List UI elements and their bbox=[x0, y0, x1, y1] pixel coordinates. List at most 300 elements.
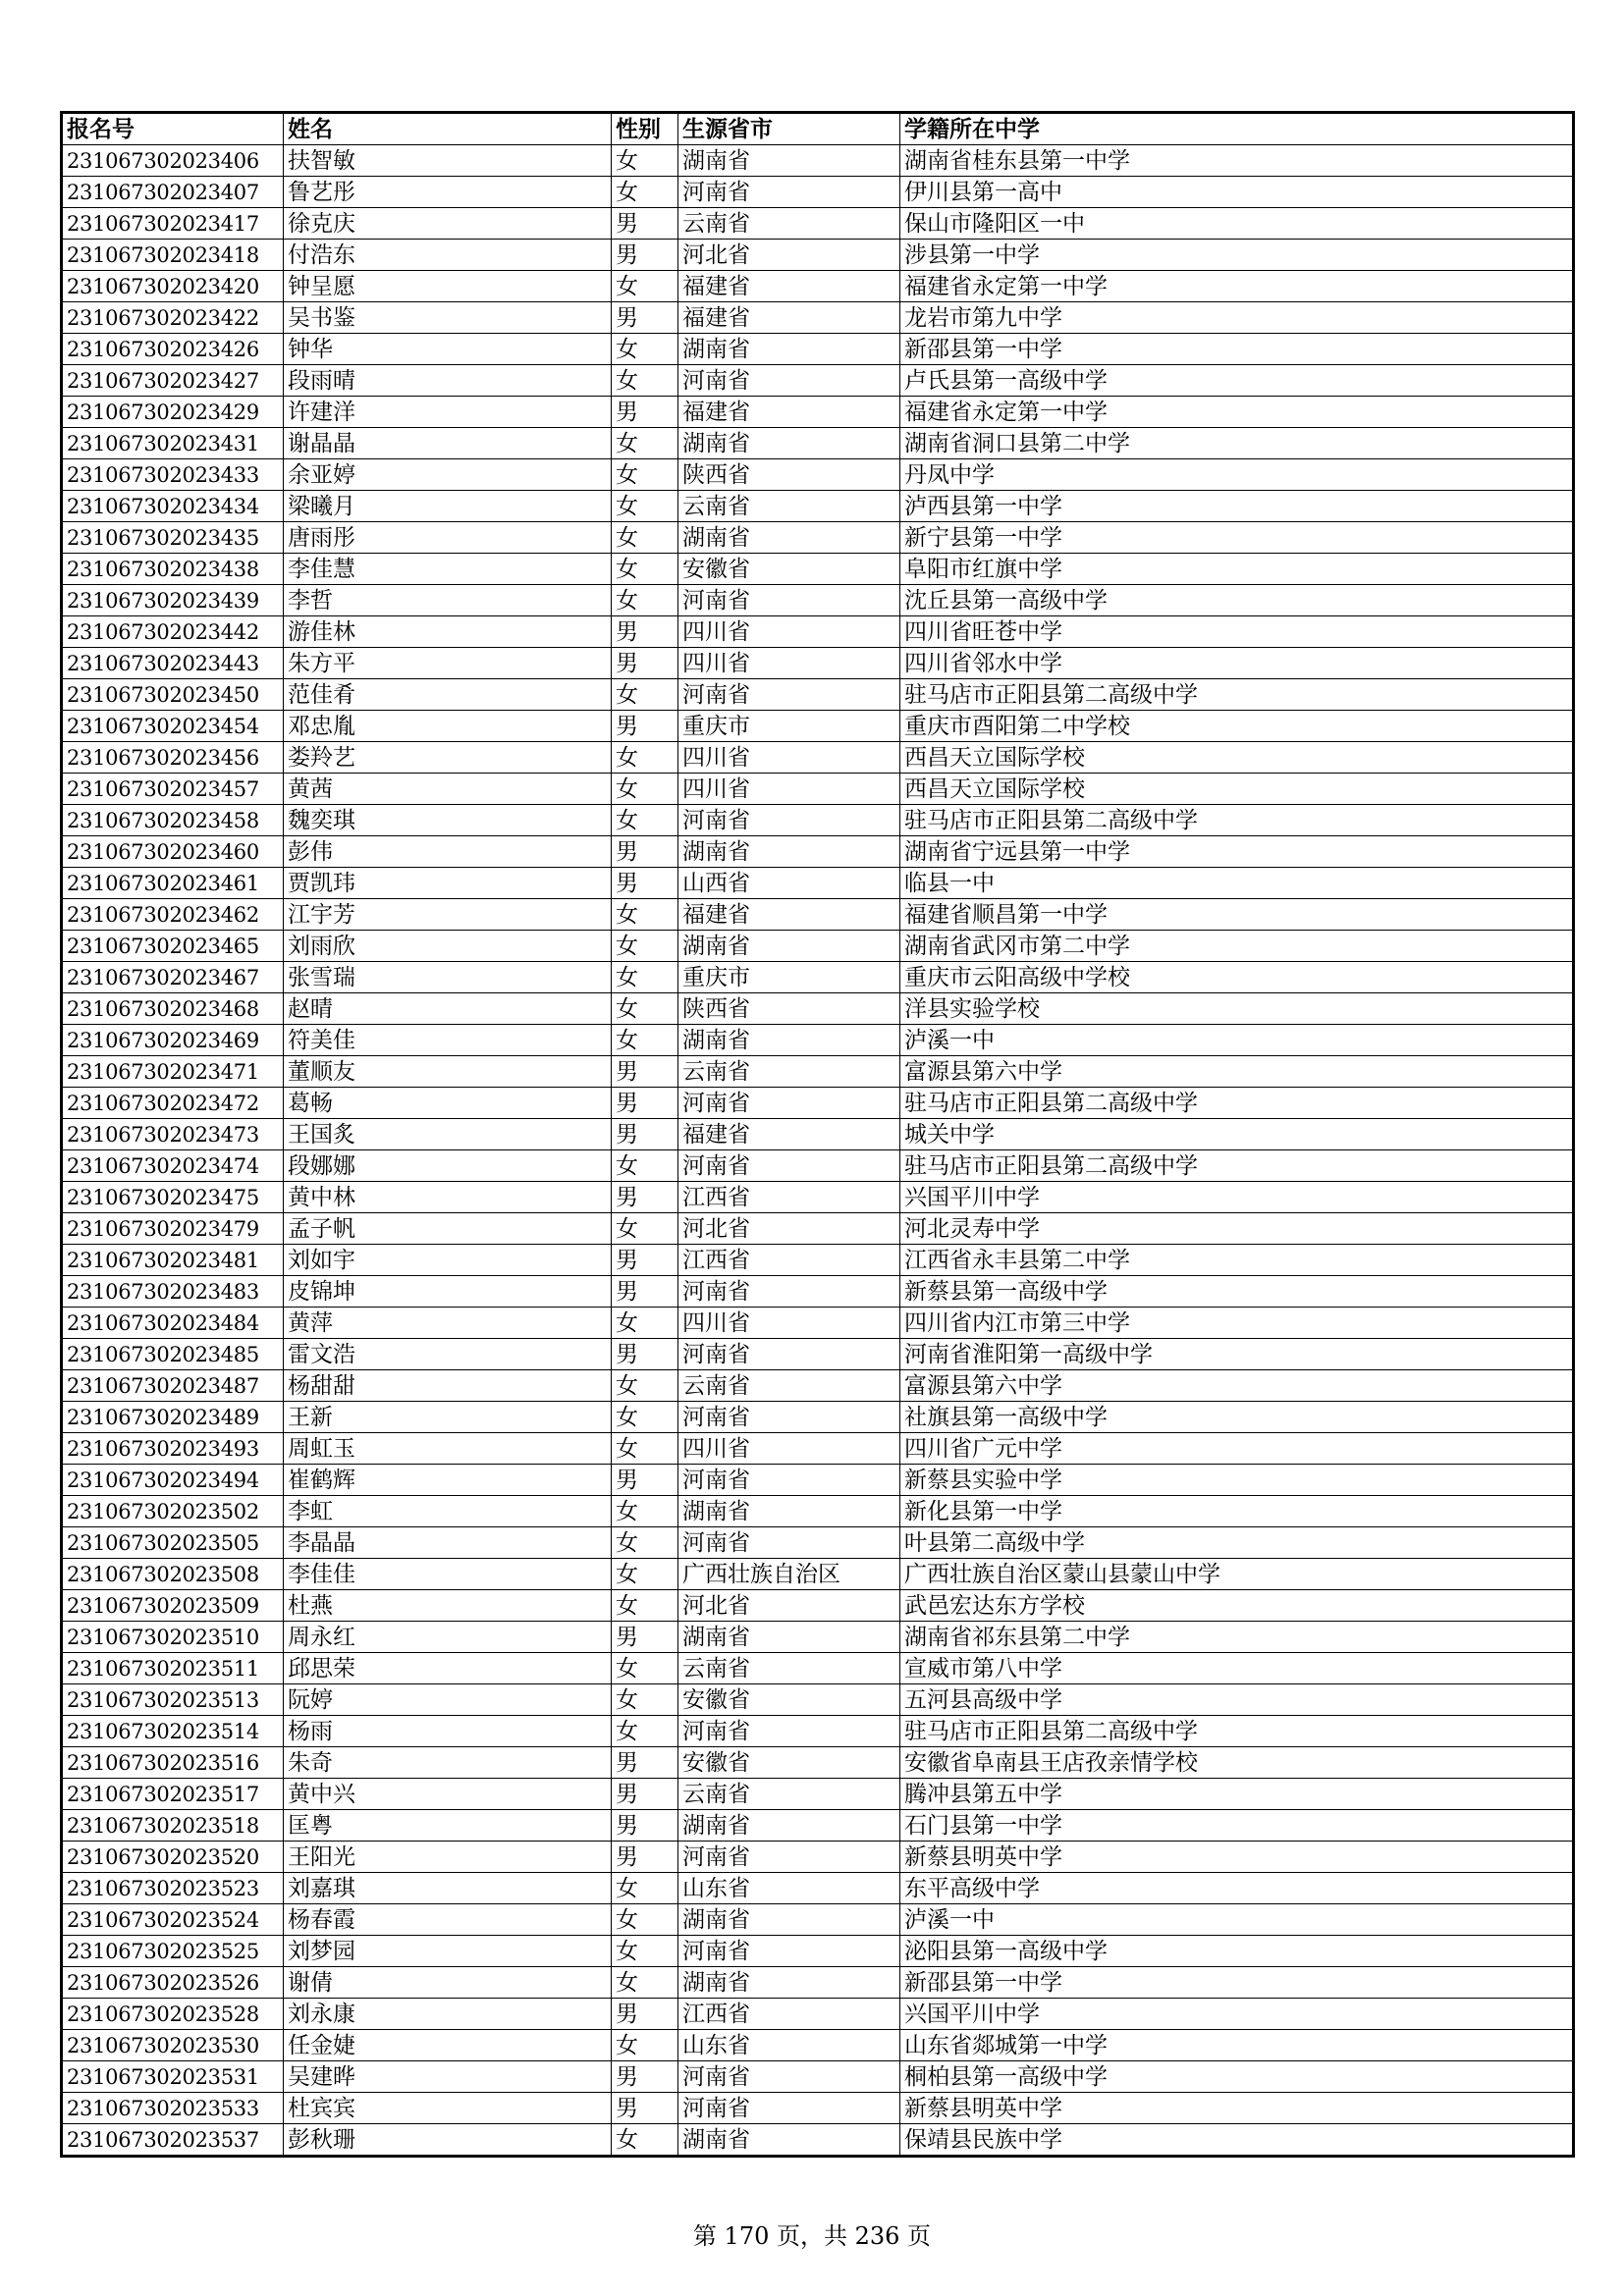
cell-school: 临县一中 bbox=[900, 868, 1574, 899]
cell-province: 河南省 bbox=[678, 177, 900, 208]
cell-registration-number: 231067302023511 bbox=[62, 1653, 284, 1684]
cell-registration-number: 231067302023426 bbox=[62, 334, 284, 365]
cell-school: 西昌天立国际学校 bbox=[900, 774, 1574, 805]
cell-name: 葛畅 bbox=[284, 1088, 612, 1119]
cell-registration-number: 231067302023533 bbox=[62, 2093, 284, 2124]
cell-school: 富源县第六中学 bbox=[900, 1370, 1574, 1402]
cell-gender: 女 bbox=[612, 334, 678, 365]
cell-school: 新化县第一中学 bbox=[900, 1496, 1574, 1527]
table-row bbox=[62, 1779, 1574, 1810]
cell-province: 山西省 bbox=[678, 868, 900, 899]
table-row bbox=[62, 2124, 1574, 2157]
cell-registration-number: 231067302023422 bbox=[62, 302, 284, 334]
table-row bbox=[62, 1904, 1574, 1936]
cell-school: 重庆市云阳高级中学校 bbox=[900, 962, 1574, 993]
cell-gender: 男 bbox=[612, 1182, 678, 1213]
cell-name: 雷文浩 bbox=[284, 1339, 612, 1370]
cell-school: 湖南省宁远县第一中学 bbox=[900, 836, 1574, 868]
cell-province: 江西省 bbox=[678, 1245, 900, 1276]
cell-school: 泸西县第一中学 bbox=[900, 491, 1574, 522]
cell-province: 湖南省 bbox=[678, 522, 900, 554]
cell-gender: 女 bbox=[612, 585, 678, 616]
table-row bbox=[62, 1150, 1574, 1182]
cell-school: 四川省内江市第三中学 bbox=[900, 1308, 1574, 1339]
cell-name: 游佳林 bbox=[284, 616, 612, 648]
cell-province: 河南省 bbox=[678, 1716, 900, 1747]
cell-gender: 男 bbox=[612, 302, 678, 334]
cell-registration-number: 231067302023458 bbox=[62, 805, 284, 836]
cell-name: 黄茜 bbox=[284, 774, 612, 805]
table-row bbox=[62, 962, 1574, 993]
cell-school: 河北灵寿中学 bbox=[900, 1213, 1574, 1245]
cell-gender: 男 bbox=[612, 1779, 678, 1810]
cell-name: 扶智敏 bbox=[284, 145, 612, 177]
cell-registration-number: 231067302023510 bbox=[62, 1622, 284, 1653]
cell-school: 洋县实验学校 bbox=[900, 993, 1574, 1025]
cell-school: 五河县高级中学 bbox=[900, 1684, 1574, 1716]
cell-school: 安徽省阜南县王店孜亲情学校 bbox=[900, 1747, 1574, 1779]
cell-name: 张雪瑞 bbox=[284, 962, 612, 993]
cell-school: 兴国平川中学 bbox=[900, 1999, 1574, 2030]
cell-gender: 女 bbox=[612, 1150, 678, 1182]
cell-registration-number: 231067302023513 bbox=[62, 1684, 284, 1716]
table-row bbox=[62, 1967, 1574, 1999]
cell-province: 河南省 bbox=[678, 1842, 900, 1873]
cell-school: 桐柏县第一高级中学 bbox=[900, 2061, 1574, 2093]
cell-province: 四川省 bbox=[678, 774, 900, 805]
table-row bbox=[62, 177, 1574, 208]
cell-registration-number: 231067302023502 bbox=[62, 1496, 284, 1527]
cell-province: 湖南省 bbox=[678, 836, 900, 868]
cell-province: 河南省 bbox=[678, 805, 900, 836]
cell-name: 刘梦园 bbox=[284, 1936, 612, 1967]
cell-province: 河北省 bbox=[678, 240, 900, 271]
cell-school: 石门县第一中学 bbox=[900, 1810, 1574, 1842]
cell-gender: 男 bbox=[612, 836, 678, 868]
cell-gender: 女 bbox=[612, 177, 678, 208]
cell-gender: 女 bbox=[612, 1936, 678, 1967]
cell-province: 福建省 bbox=[678, 271, 900, 302]
cell-name: 刘永康 bbox=[284, 1999, 612, 2030]
cell-registration-number: 231067302023526 bbox=[62, 1967, 284, 1999]
cell-province: 河南省 bbox=[678, 1936, 900, 1967]
table-row bbox=[62, 1999, 1574, 2030]
cell-registration-number: 231067302023516 bbox=[62, 1747, 284, 1779]
cell-gender: 男 bbox=[612, 1056, 678, 1088]
header-name: 姓名 bbox=[284, 113, 612, 145]
cell-province: 河南省 bbox=[678, 1276, 900, 1308]
cell-name: 鲁艺彤 bbox=[284, 177, 612, 208]
cell-province: 河南省 bbox=[678, 1402, 900, 1433]
cell-gender: 男 bbox=[612, 868, 678, 899]
cell-gender: 男 bbox=[612, 1119, 678, 1150]
cell-name: 李佳慧 bbox=[284, 554, 612, 585]
cell-school: 富源县第六中学 bbox=[900, 1056, 1574, 1088]
table-row bbox=[62, 1276, 1574, 1308]
cell-name: 黄中林 bbox=[284, 1182, 612, 1213]
cell-registration-number: 231067302023406 bbox=[62, 145, 284, 177]
cell-registration-number: 231067302023483 bbox=[62, 1276, 284, 1308]
cell-name: 邓忠胤 bbox=[284, 711, 612, 742]
cell-gender: 女 bbox=[612, 1873, 678, 1904]
cell-province: 福建省 bbox=[678, 1119, 900, 1150]
cell-province: 湖南省 bbox=[678, 1904, 900, 1936]
cell-province: 福建省 bbox=[678, 899, 900, 931]
cell-school: 涉县第一中学 bbox=[900, 240, 1574, 271]
cell-province: 重庆市 bbox=[678, 962, 900, 993]
cell-school: 伊川县第一高中 bbox=[900, 177, 1574, 208]
cell-gender: 女 bbox=[612, 554, 678, 585]
cell-province: 云南省 bbox=[678, 1779, 900, 1810]
cell-registration-number: 231067302023442 bbox=[62, 616, 284, 648]
cell-school: 腾冲县第五中学 bbox=[900, 1779, 1574, 1810]
cell-gender: 女 bbox=[612, 774, 678, 805]
table-row bbox=[62, 1747, 1574, 1779]
table-row bbox=[62, 208, 1574, 240]
cell-registration-number: 231067302023479 bbox=[62, 1213, 284, 1245]
cell-registration-number: 231067302023438 bbox=[62, 554, 284, 585]
table-row bbox=[62, 1119, 1574, 1150]
cell-gender: 女 bbox=[612, 1590, 678, 1622]
cell-school: 沈丘县第一高级中学 bbox=[900, 585, 1574, 616]
cell-school: 卢氏县第一高级中学 bbox=[900, 365, 1574, 397]
cell-gender: 女 bbox=[612, 2030, 678, 2061]
cell-registration-number: 231067302023457 bbox=[62, 774, 284, 805]
cell-school: 驻马店市正阳县第二高级中学 bbox=[900, 1088, 1574, 1119]
table-row bbox=[62, 648, 1574, 679]
table-row bbox=[62, 302, 1574, 334]
cell-gender: 女 bbox=[612, 1213, 678, 1245]
cell-school: 宣威市第八中学 bbox=[900, 1653, 1574, 1684]
table-row bbox=[62, 1213, 1574, 1245]
cell-registration-number: 231067302023433 bbox=[62, 459, 284, 491]
cell-registration-number: 231067302023418 bbox=[62, 240, 284, 271]
cell-gender: 男 bbox=[612, 1842, 678, 1873]
cell-name: 付浩东 bbox=[284, 240, 612, 271]
cell-province: 湖南省 bbox=[678, 1967, 900, 1999]
cell-school: 湖南省桂东县第一中学 bbox=[900, 145, 1574, 177]
cell-school: 泸溪一中 bbox=[900, 1025, 1574, 1056]
cell-registration-number: 231067302023465 bbox=[62, 931, 284, 962]
table-row bbox=[62, 240, 1574, 271]
cell-name: 段娜娜 bbox=[284, 1150, 612, 1182]
cell-registration-number: 231067302023443 bbox=[62, 648, 284, 679]
cell-school: 保靖县民族中学 bbox=[900, 2124, 1574, 2157]
cell-gender: 女 bbox=[612, 1684, 678, 1716]
table-row bbox=[62, 1684, 1574, 1716]
cell-province: 云南省 bbox=[678, 1370, 900, 1402]
table-row bbox=[62, 334, 1574, 365]
cell-registration-number: 231067302023493 bbox=[62, 1433, 284, 1465]
cell-name: 朱奇 bbox=[284, 1747, 612, 1779]
cell-registration-number: 231067302023520 bbox=[62, 1842, 284, 1873]
cell-school: 丹凤中学 bbox=[900, 459, 1574, 491]
cell-registration-number: 231067302023435 bbox=[62, 522, 284, 554]
cell-name: 周永红 bbox=[284, 1622, 612, 1653]
table-row bbox=[62, 271, 1574, 302]
table-row bbox=[62, 397, 1574, 428]
cell-province: 江西省 bbox=[678, 1999, 900, 2030]
table-row bbox=[62, 522, 1574, 554]
cell-gender: 男 bbox=[612, 2093, 678, 2124]
cell-province: 湖南省 bbox=[678, 931, 900, 962]
cell-registration-number: 231067302023485 bbox=[62, 1339, 284, 1370]
table-row bbox=[62, 145, 1574, 177]
cell-name: 李佳佳 bbox=[284, 1559, 612, 1590]
table-row bbox=[62, 1936, 1574, 1967]
header-registration-number: 报名号 bbox=[62, 113, 284, 145]
table-row bbox=[62, 1590, 1574, 1622]
cell-gender: 男 bbox=[612, 1465, 678, 1496]
table-row bbox=[62, 742, 1574, 774]
cell-registration-number: 231067302023489 bbox=[62, 1402, 284, 1433]
cell-name: 朱方平 bbox=[284, 648, 612, 679]
cell-name: 阮婷 bbox=[284, 1684, 612, 1716]
cell-name: 徐克庆 bbox=[284, 208, 612, 240]
cell-name: 杨春霞 bbox=[284, 1904, 612, 1936]
cell-school: 山东省郯城第一中学 bbox=[900, 2030, 1574, 2061]
cell-registration-number: 231067302023469 bbox=[62, 1025, 284, 1056]
header-school: 学籍所在中学 bbox=[900, 113, 1574, 145]
cell-province: 河北省 bbox=[678, 1590, 900, 1622]
cell-gender: 女 bbox=[612, 1496, 678, 1527]
cell-name: 赵晴 bbox=[284, 993, 612, 1025]
cell-registration-number: 231067302023530 bbox=[62, 2030, 284, 2061]
cell-name: 皮锦坤 bbox=[284, 1276, 612, 1308]
cell-name: 彭秋珊 bbox=[284, 2124, 612, 2157]
cell-school: 新蔡县明英中学 bbox=[900, 1842, 1574, 1873]
cell-province: 湖南省 bbox=[678, 1496, 900, 1527]
table-row bbox=[62, 616, 1574, 648]
cell-gender: 女 bbox=[612, 428, 678, 459]
cell-registration-number: 231067302023407 bbox=[62, 177, 284, 208]
cell-name: 杜宾宾 bbox=[284, 2093, 612, 2124]
cell-name: 刘雨欣 bbox=[284, 931, 612, 962]
table-row bbox=[62, 365, 1574, 397]
table-row bbox=[62, 1402, 1574, 1433]
header-gender: 性别 bbox=[612, 113, 678, 145]
cell-name: 段雨晴 bbox=[284, 365, 612, 397]
cell-registration-number: 231067302023429 bbox=[62, 397, 284, 428]
cell-registration-number: 231067302023450 bbox=[62, 679, 284, 711]
cell-province: 安徽省 bbox=[678, 1684, 900, 1716]
cell-name: 杨甜甜 bbox=[284, 1370, 612, 1402]
table-row bbox=[62, 679, 1574, 711]
cell-province: 河南省 bbox=[678, 585, 900, 616]
table-row bbox=[62, 1370, 1574, 1402]
cell-name: 崔鹤辉 bbox=[284, 1465, 612, 1496]
cell-gender: 女 bbox=[612, 1559, 678, 1590]
cell-province: 四川省 bbox=[678, 1433, 900, 1465]
cell-name: 匡粤 bbox=[284, 1810, 612, 1842]
table-row bbox=[62, 868, 1574, 899]
table-row bbox=[62, 774, 1574, 805]
cell-province: 河南省 bbox=[678, 1339, 900, 1370]
cell-registration-number: 231067302023471 bbox=[62, 1056, 284, 1088]
cell-school: 龙岩市第九中学 bbox=[900, 302, 1574, 334]
cell-school: 西昌天立国际学校 bbox=[900, 742, 1574, 774]
cell-registration-number: 231067302023525 bbox=[62, 1936, 284, 1967]
cell-gender: 女 bbox=[612, 491, 678, 522]
cell-school: 四川省广元中学 bbox=[900, 1433, 1574, 1465]
cell-school: 新邵县第一中学 bbox=[900, 1967, 1574, 1999]
cell-province: 河南省 bbox=[678, 2093, 900, 2124]
cell-province: 湖南省 bbox=[678, 428, 900, 459]
cell-name: 董顺友 bbox=[284, 1056, 612, 1088]
cell-school: 湖南省祁东县第二中学 bbox=[900, 1622, 1574, 1653]
cell-name: 许建洋 bbox=[284, 397, 612, 428]
cell-registration-number: 231067302023468 bbox=[62, 993, 284, 1025]
cell-province: 湖南省 bbox=[678, 1810, 900, 1842]
table-row bbox=[62, 836, 1574, 868]
table-row bbox=[62, 1842, 1574, 1873]
table-row bbox=[62, 1339, 1574, 1370]
cell-name: 娄羚艺 bbox=[284, 742, 612, 774]
table-row bbox=[62, 993, 1574, 1025]
cell-gender: 男 bbox=[612, 711, 678, 742]
cell-gender: 女 bbox=[612, 931, 678, 962]
cell-province: 湖南省 bbox=[678, 1025, 900, 1056]
cell-gender: 男 bbox=[612, 208, 678, 240]
table-row bbox=[62, 1308, 1574, 1339]
cell-school: 江西省永丰县第二中学 bbox=[900, 1245, 1574, 1276]
table-row bbox=[62, 1245, 1574, 1276]
cell-gender: 男 bbox=[612, 1088, 678, 1119]
cell-province: 河南省 bbox=[678, 1527, 900, 1559]
header-province: 生源省市 bbox=[678, 113, 900, 145]
cell-registration-number: 231067302023481 bbox=[62, 1245, 284, 1276]
cell-school: 广西壮族自治区蒙山县蒙山中学 bbox=[900, 1559, 1574, 1590]
table-row bbox=[62, 711, 1574, 742]
cell-gender: 女 bbox=[612, 993, 678, 1025]
cell-province: 江西省 bbox=[678, 1182, 900, 1213]
cell-gender: 女 bbox=[612, 679, 678, 711]
cell-registration-number: 231067302023456 bbox=[62, 742, 284, 774]
cell-province: 河南省 bbox=[678, 1088, 900, 1119]
cell-name: 钟呈愿 bbox=[284, 271, 612, 302]
cell-registration-number: 231067302023528 bbox=[62, 1999, 284, 2030]
table-row bbox=[62, 491, 1574, 522]
cell-registration-number: 231067302023509 bbox=[62, 1590, 284, 1622]
cell-gender: 男 bbox=[612, 1747, 678, 1779]
cell-registration-number: 231067302023439 bbox=[62, 585, 284, 616]
cell-school: 新蔡县明英中学 bbox=[900, 2093, 1574, 2124]
table-row bbox=[62, 899, 1574, 931]
cell-name: 梁曦月 bbox=[284, 491, 612, 522]
cell-gender: 女 bbox=[612, 365, 678, 397]
cell-name: 符美佳 bbox=[284, 1025, 612, 1056]
cell-province: 安徽省 bbox=[678, 1747, 900, 1779]
roster-table bbox=[60, 111, 1575, 2158]
cell-name: 杜燕 bbox=[284, 1590, 612, 1622]
cell-province: 湖南省 bbox=[678, 145, 900, 177]
cell-name: 钟华 bbox=[284, 334, 612, 365]
cell-name: 杨雨 bbox=[284, 1716, 612, 1747]
cell-gender: 女 bbox=[612, 1653, 678, 1684]
cell-province: 山东省 bbox=[678, 1873, 900, 1904]
cell-name: 黄萍 bbox=[284, 1308, 612, 1339]
cell-name: 邱思荣 bbox=[284, 1653, 612, 1684]
cell-province: 福建省 bbox=[678, 397, 900, 428]
table-row bbox=[62, 1088, 1574, 1119]
cell-gender: 男 bbox=[612, 1276, 678, 1308]
cell-province: 云南省 bbox=[678, 1056, 900, 1088]
cell-registration-number: 231067302023427 bbox=[62, 365, 284, 397]
cell-province: 河南省 bbox=[678, 679, 900, 711]
table-row bbox=[62, 931, 1574, 962]
cell-province: 河南省 bbox=[678, 2061, 900, 2093]
cell-registration-number: 231067302023537 bbox=[62, 2124, 284, 2157]
cell-gender: 女 bbox=[612, 742, 678, 774]
cell-school: 四川省邻水中学 bbox=[900, 648, 1574, 679]
cell-school: 福建省顺昌第一中学 bbox=[900, 899, 1574, 931]
cell-name: 王阳光 bbox=[284, 1842, 612, 1873]
cell-school: 泸溪一中 bbox=[900, 1904, 1574, 1936]
table-row bbox=[62, 1873, 1574, 1904]
cell-province: 四川省 bbox=[678, 742, 900, 774]
cell-school: 福建省永定第一中学 bbox=[900, 397, 1574, 428]
cell-gender: 男 bbox=[612, 1810, 678, 1842]
cell-gender: 女 bbox=[612, 522, 678, 554]
cell-registration-number: 231067302023467 bbox=[62, 962, 284, 993]
cell-school: 叶县第二高级中学 bbox=[900, 1527, 1574, 1559]
cell-name: 贾凯玮 bbox=[284, 868, 612, 899]
cell-gender: 男 bbox=[612, 616, 678, 648]
cell-name: 孟子帆 bbox=[284, 1213, 612, 1245]
cell-name: 吴书鉴 bbox=[284, 302, 612, 334]
cell-province: 河南省 bbox=[678, 1150, 900, 1182]
cell-province: 重庆市 bbox=[678, 711, 900, 742]
cell-school: 重庆市酉阳第二中学校 bbox=[900, 711, 1574, 742]
table-row bbox=[62, 554, 1574, 585]
cell-name: 唐雨彤 bbox=[284, 522, 612, 554]
table-row bbox=[62, 2030, 1574, 2061]
cell-school: 新宁县第一中学 bbox=[900, 522, 1574, 554]
cell-gender: 女 bbox=[612, 899, 678, 931]
table-row bbox=[62, 585, 1574, 616]
cell-gender: 男 bbox=[612, 1339, 678, 1370]
cell-name: 李虹 bbox=[284, 1496, 612, 1527]
cell-registration-number: 231067302023474 bbox=[62, 1150, 284, 1182]
table-row bbox=[62, 2061, 1574, 2093]
cell-province: 湖南省 bbox=[678, 2124, 900, 2157]
cell-registration-number: 231067302023460 bbox=[62, 836, 284, 868]
cell-registration-number: 231067302023454 bbox=[62, 711, 284, 742]
cell-gender: 女 bbox=[612, 805, 678, 836]
cell-registration-number: 231067302023473 bbox=[62, 1119, 284, 1150]
cell-province: 云南省 bbox=[678, 491, 900, 522]
cell-province: 广西壮族自治区 bbox=[678, 1559, 900, 1590]
table-row bbox=[62, 2093, 1574, 2124]
cell-registration-number: 231067302023487 bbox=[62, 1370, 284, 1402]
table-row bbox=[62, 1465, 1574, 1496]
cell-school: 驻马店市正阳县第二高级中学 bbox=[900, 805, 1574, 836]
cell-province: 四川省 bbox=[678, 1308, 900, 1339]
cell-gender: 女 bbox=[612, 1025, 678, 1056]
header-row bbox=[62, 113, 1574, 145]
cell-gender: 女 bbox=[612, 1904, 678, 1936]
table-row bbox=[62, 1527, 1574, 1559]
cell-name: 任金婕 bbox=[284, 2030, 612, 2061]
cell-gender: 男 bbox=[612, 397, 678, 428]
cell-gender: 女 bbox=[612, 962, 678, 993]
cell-gender: 女 bbox=[612, 271, 678, 302]
cell-name: 王国炙 bbox=[284, 1119, 612, 1150]
cell-gender: 女 bbox=[612, 1402, 678, 1433]
cell-gender: 男 bbox=[612, 1245, 678, 1276]
cell-registration-number: 231067302023514 bbox=[62, 1716, 284, 1747]
cell-province: 河南省 bbox=[678, 1465, 900, 1496]
